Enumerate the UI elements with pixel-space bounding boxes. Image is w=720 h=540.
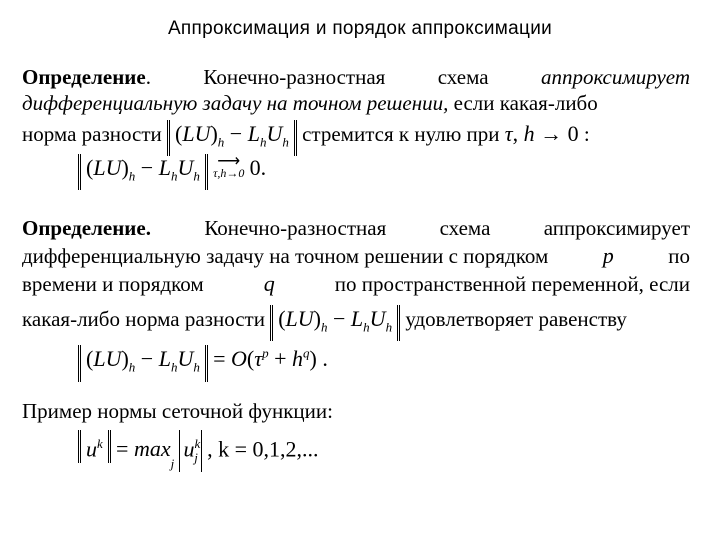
def2-line2: дифференциальную задачу на точном решении с порядком p по xyxy=(22,243,690,268)
def2-line4: какая-либо норма разности $(LU)_h - L_hU_h$ удовлетворяет равенству xyxy=(22,305,690,341)
example-formula: $u^k = \max_j u^k_j$ , k = 0,1,2,... xyxy=(78,430,678,477)
def2-line3: времени и порядком q по пространственной переменной, если xyxy=(22,271,690,296)
limit-arrow: ⟶ τ,h→0 xyxy=(213,153,245,181)
example-text: Пример нормы сеточной функции: xyxy=(22,399,333,423)
slide-title: Аппроксимация и порядок аппроксимации xyxy=(167,18,553,39)
def1-formula: $(LU)_h - L_hU_h$ ⟶ τ,h→0 0. xyxy=(78,154,678,190)
def2-line1: Определение. Конечно-разностная схема аппроксимирует xyxy=(22,216,690,240)
def1-label: Определение xyxy=(22,65,146,89)
def1-word2: схема xyxy=(437,65,489,89)
def1-word3: аппроксимирует xyxy=(541,65,690,89)
def1-line3: норма разности $(LU)_h - L_hU_h$ стремится к нулю при τ, h → 0 : xyxy=(22,120,690,156)
def1-word1: Конечно-разностная xyxy=(203,65,386,89)
norm-expression: $(LU)_h - L_hU_h$ xyxy=(167,120,297,156)
def1-line1: Определение. Конечно-разностная схема аппроксимирует xyxy=(22,65,690,89)
def2-label: Определение. xyxy=(22,216,151,240)
def1-line2: дифференциальную задачу на точном решении, если какая-либо xyxy=(22,91,598,115)
def2-formula: $(LU)_h - L_hU_h = O(\tau^p + h^q)$ . xyxy=(78,341,678,382)
